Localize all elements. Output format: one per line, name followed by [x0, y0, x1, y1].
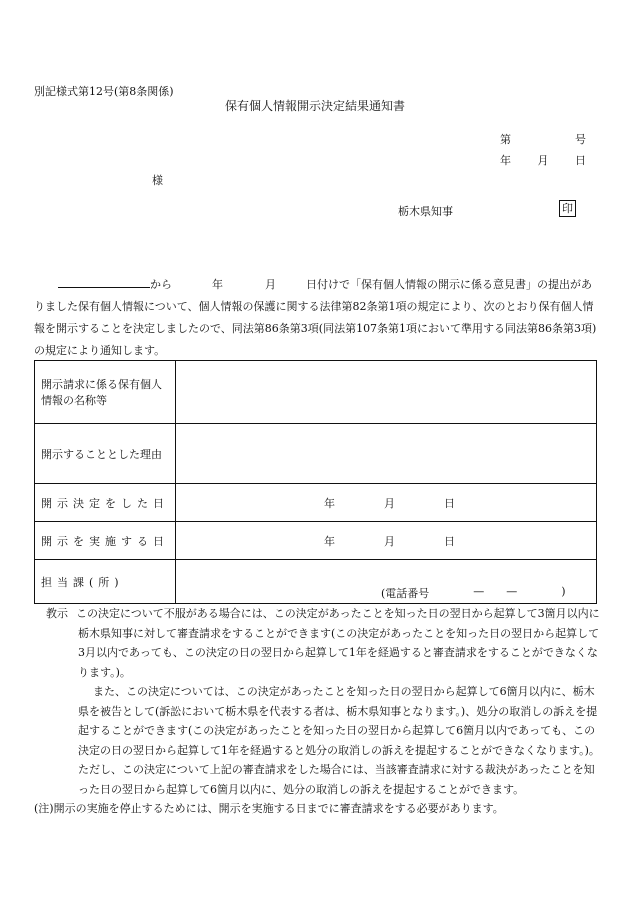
- note-paragraph: (注)開示の実施を停止するためには、開示を実施する日までに審査請求をする必要があります。: [34, 802, 504, 815]
- body-paragraph: [34, 274, 598, 362]
- instruction-paragraph-1: 教示 この決定について不服がある場合には、この決定があったことを知った日の翌日から起算して3箇月以内に栃木県知事に対して審査請求をすることができます(この決定があったことを知った日の翌日から起算して3月以内であっても、この決定の日の翌日から起算して1年を経過すると審査請求をすることができなくなります。)。: [34, 604, 600, 682]
- value-reason: [176, 424, 597, 484]
- decision-month: 月: [384, 496, 395, 510]
- date-year: 年: [500, 154, 511, 167]
- issuer: 栃木県知事: [398, 205, 453, 218]
- table-row: [35, 484, 597, 522]
- body-month: 月: [265, 278, 276, 291]
- value-decision-date: [176, 484, 597, 522]
- addressee: 様: [152, 174, 163, 187]
- decision-year: 年: [324, 496, 335, 510]
- table-row: [35, 522, 597, 560]
- form-label: 別記様式第12号(第8条関係): [34, 85, 174, 98]
- label-implementation-date: 開示を実施する日: [35, 522, 176, 560]
- number-suffix: 号: [575, 133, 586, 146]
- label-decision-date: 開示決定をした日: [35, 484, 176, 522]
- impl-day: 日: [444, 534, 455, 548]
- number-prefix: 第: [500, 133, 511, 146]
- document-title: 保有個人情報開示決定結果通知書: [224, 99, 405, 113]
- label-info-name: 開示請求に係る保有個人情報の名称等: [35, 361, 176, 424]
- document-number-line: [500, 131, 586, 147]
- table-row: [35, 424, 597, 484]
- decision-day: 日: [444, 496, 455, 510]
- body-rest: 日付けで「保有個人情報の開示に係る意見書」の提出がありました保有個人情報について、個人情報の保護に関する法律第82条第1項の規定により、次のとおり保有個人情報を開示することを決定しましたので、同法第86条第3項(同法第107条第1項において準用する同法第86条第3項)の規定により通知します。: [34, 278, 597, 357]
- document-date-line: [500, 152, 586, 168]
- date-day: 日: [575, 154, 586, 167]
- label-reason: 開示することとした理由: [35, 424, 176, 484]
- value-department: [176, 560, 597, 604]
- label-department: 担当課(所): [35, 560, 176, 604]
- body-from: から: [150, 278, 172, 291]
- phone-number: (電話番号 — — ): [381, 585, 566, 600]
- value-implementation-date: [176, 522, 597, 560]
- instructions: [34, 604, 600, 819]
- body-year: 年: [212, 278, 223, 291]
- instruction-label: 教示: [46, 607, 68, 620]
- seal-mark: 印: [559, 200, 576, 217]
- table-row: [35, 560, 597, 604]
- disclosure-table: [34, 360, 597, 604]
- impl-month: 月: [384, 534, 395, 548]
- table-row: [35, 361, 597, 424]
- date-month: 月: [537, 154, 549, 167]
- requester-blank: [58, 275, 150, 288]
- instruction-paragraph-2: また、この決定については、この決定があったことを知った日の翌日から起算して6箇月以内に、栃木県を被告として(訴訟において栃木県を代表する者は、栃木県知事となります。)、処分の取消しの訴えを提起することができます(この決定があったことを知った日の翌日から起算して6箇月以内であっても、この決定の日の翌日から起算して1年を経過すると処分の取消しの訴えを提起することができなくなります。)。ただし、この決定について上記の審査請求をした場合には、当該審査請求に対する裁決があったことを知った日の翌日から起算して6箇月以内に、処分の取消しの訴えを提起することができます。: [78, 685, 600, 796]
- value-info-name: [176, 361, 597, 424]
- impl-year: 年: [324, 534, 335, 548]
